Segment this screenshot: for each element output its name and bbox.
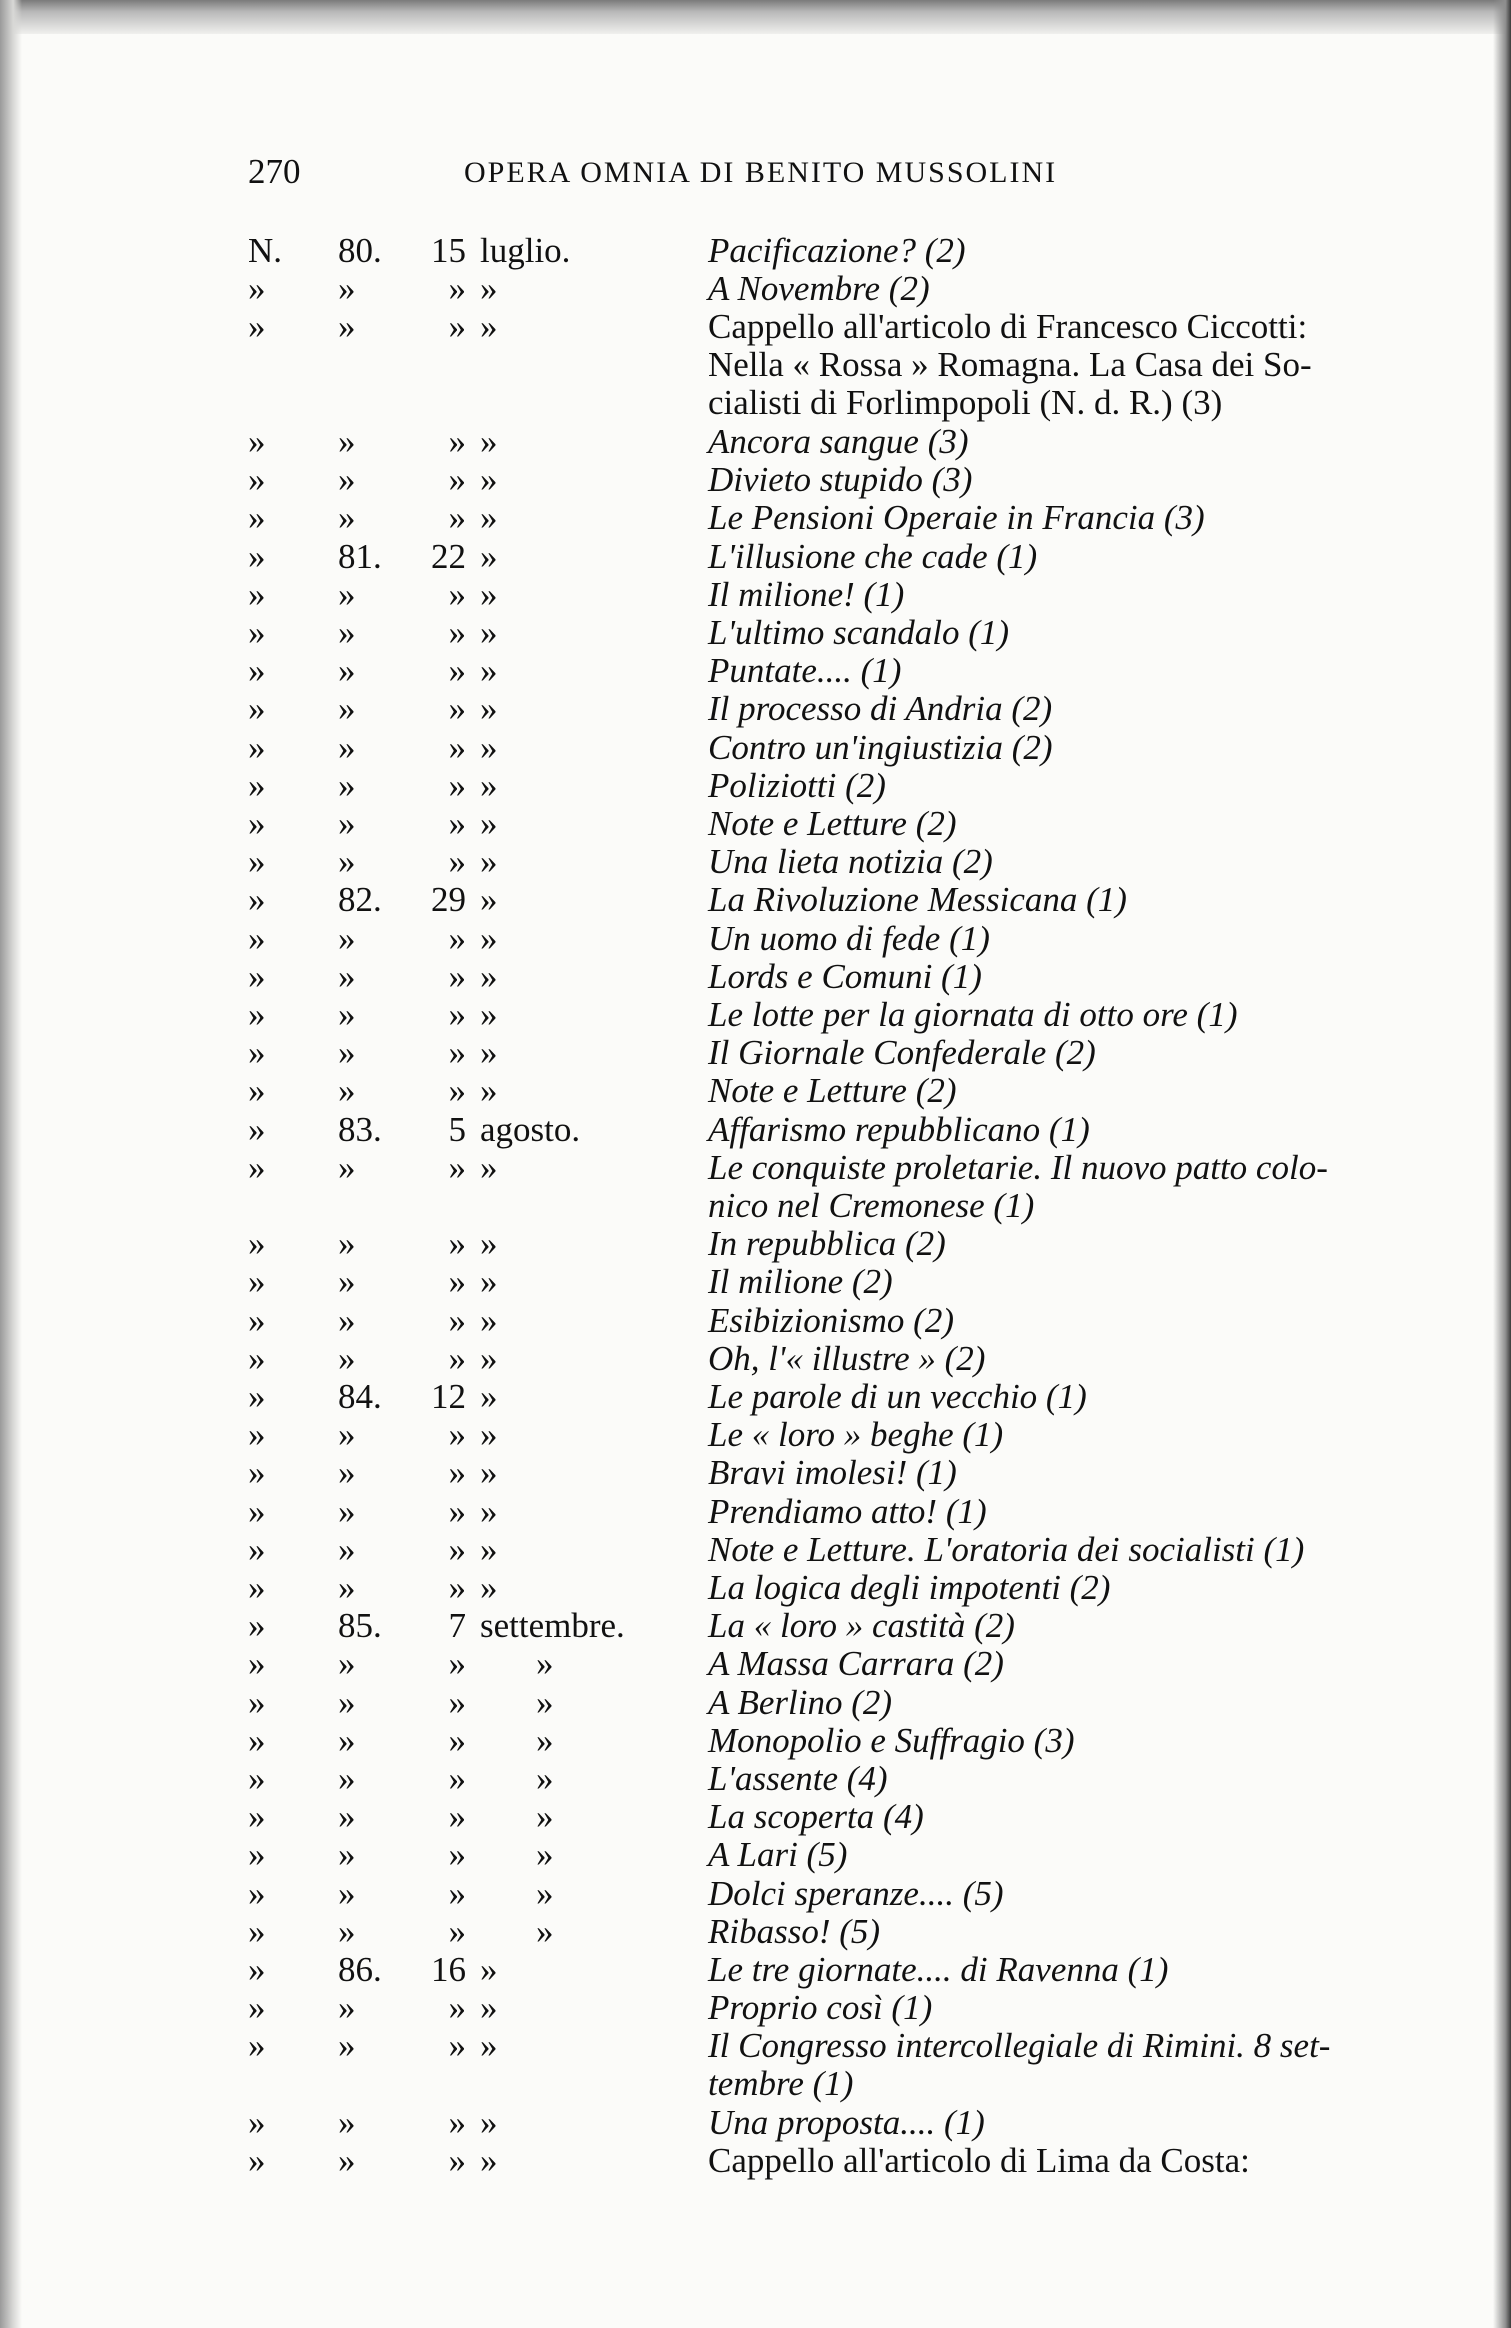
entry-issue-number: » — [338, 1415, 356, 1455]
entry-issue-number: » — [338, 1529, 356, 1569]
entry-title-line: Le conquiste proletarie. Il nuovo patto colo- — [708, 1147, 1328, 1187]
entry-month: » — [480, 574, 498, 614]
entry-title-line: Divieto stupido (3) — [708, 460, 973, 500]
entry-day: » — [448, 574, 466, 614]
entry-month: » — [480, 536, 498, 576]
entry-day: 5 — [448, 1109, 466, 1149]
entry-title — [708, 690, 1408, 728]
entry-title — [708, 1913, 1408, 1951]
entry-day: 22 — [431, 536, 466, 576]
entry-month: » — [480, 727, 498, 767]
entry-issue-number: » — [338, 1300, 356, 1340]
entry-issue-number: » — [338, 1988, 356, 2028]
entry-title — [708, 1302, 1408, 1340]
entry-issue-prefix: » — [248, 1224, 266, 1264]
entry-issue-prefix: » — [248, 1797, 266, 1837]
entry-issue-number: » — [338, 1453, 356, 1493]
entry-issue-number: 82. — [338, 880, 382, 920]
entry-day: » — [448, 498, 466, 538]
entry-month: » — [480, 880, 498, 920]
entry-issue-number: » — [338, 651, 356, 691]
entry-title-line: Ancora sangue (3) — [708, 422, 969, 461]
entry-title-line: Una lieta notizia (2) — [708, 842, 993, 882]
entry-title — [708, 1951, 1408, 1989]
entry-issue-prefix: » — [248, 1491, 266, 1531]
entry-title-line: tembre (1) — [708, 2064, 854, 2104]
entry-title — [708, 461, 1408, 499]
entry-issue-prefix: » — [248, 1873, 266, 1913]
entry-month: » — [480, 2141, 498, 2180]
entry-day: » — [448, 2141, 466, 2180]
entry-issue-number: » — [338, 842, 356, 882]
entry-issue-number: » — [338, 613, 356, 652]
entry-month: agosto. — [480, 1109, 581, 1149]
entry-month: » — [536, 1835, 554, 1875]
entry-issue-prefix: » — [248, 1453, 266, 1493]
running-title: OPERA OMNIA DI BENITO MUSSOLINI — [464, 156, 1058, 189]
entry-title — [708, 1072, 1408, 1110]
entry-title — [708, 1607, 1408, 1645]
entry-day: » — [448, 1415, 466, 1455]
entry-day: » — [448, 1682, 466, 1722]
entry-issue-prefix: » — [248, 2026, 266, 2066]
entry-month: » — [480, 1338, 498, 1378]
entry-title — [708, 1875, 1408, 1913]
entry-issue-number: 83. — [338, 1109, 382, 1149]
entry-title — [708, 1416, 1408, 1454]
entry-title-line: Una proposta.... (1) — [708, 2102, 985, 2142]
entry-title-line: Contro un'ingiustizia (2) — [708, 727, 1053, 767]
entry-title-line: L'assente (4) — [708, 1759, 888, 1798]
entry-issue-prefix: » — [248, 1109, 266, 1149]
entry-issue-number: » — [338, 2026, 356, 2066]
entry-month: » — [480, 422, 498, 461]
entry-day: » — [448, 2102, 466, 2142]
entry-issue-number: 84. — [338, 1377, 382, 1416]
entry-issue-prefix: » — [248, 422, 266, 461]
entry-month: » — [480, 956, 498, 996]
entry-day: » — [448, 1338, 466, 1378]
entry-issue-number: » — [338, 918, 356, 958]
entry-issue-number: » — [338, 1873, 356, 1913]
entry-title-line: Dolci speranze.... (5) — [708, 1873, 1004, 1913]
entry-day: » — [448, 1262, 466, 1302]
entry-title-line: cialisti di Forlimpopoli (N. d. R.) (3) — [708, 383, 1223, 423]
entry-issue-number: » — [338, 1338, 356, 1378]
entry-issue-number: » — [338, 1033, 356, 1073]
entry-issue-number: » — [338, 269, 356, 309]
entry-day: » — [448, 956, 466, 996]
entry-issue-number: » — [338, 498, 356, 538]
entry-title — [708, 1454, 1408, 1492]
entry-month: » — [480, 804, 498, 843]
entry-month: » — [480, 1491, 498, 1531]
entry-month: » — [536, 1759, 554, 1798]
entry-month: » — [480, 1147, 498, 1187]
entry-day: » — [448, 918, 466, 958]
entry-issue-prefix: » — [248, 1568, 266, 1607]
entry-day: » — [448, 804, 466, 843]
entry-issue-number: » — [338, 1147, 356, 1187]
entry-title-line: Il milione! (1) — [708, 574, 905, 614]
entry-issue-number: 86. — [338, 1950, 382, 1989]
entry-month: » — [480, 1300, 498, 1340]
entry-day: » — [448, 1033, 466, 1073]
entry-day: » — [448, 1453, 466, 1493]
entry-issue-prefix: N. — [248, 231, 283, 270]
entry-issue-prefix: » — [248, 1300, 266, 1340]
entry-month: » — [536, 1682, 554, 1722]
entry-title-line: La logica degli impotenti (2) — [708, 1568, 1111, 1607]
entry-issue-number: » — [338, 804, 356, 843]
entry-issue-prefix: » — [248, 1606, 266, 1646]
entry-day: » — [448, 460, 466, 500]
entry-issue-prefix: » — [248, 727, 266, 767]
entry-title-line: La Rivoluzione Messicana (1) — [708, 880, 1127, 920]
entry-issue-number: » — [338, 460, 356, 500]
entry-day: » — [448, 1568, 466, 1607]
entry-day: » — [448, 613, 466, 652]
entry-issue-number: » — [338, 2141, 356, 2180]
entry-title — [708, 1340, 1408, 1378]
entry-title-line: A Lari (5) — [708, 1835, 848, 1875]
entry-title — [708, 1378, 1408, 1416]
entry-month: » — [536, 1873, 554, 1913]
entry-issue-number: 81. — [338, 536, 382, 576]
entry-title-line: A Berlino (2) — [708, 1682, 893, 1722]
entry-issue-number: » — [338, 1491, 356, 1531]
entry-month: » — [480, 651, 498, 691]
entry-day: » — [448, 842, 466, 882]
entry-issue-number: » — [338, 2102, 356, 2142]
entry-month: » — [480, 1453, 498, 1493]
entry-month: » — [480, 460, 498, 500]
entry-issue-prefix: » — [248, 995, 266, 1034]
entry-issue-number: 85. — [338, 1606, 382, 1646]
entry-issue-prefix: » — [248, 1147, 266, 1187]
entry-title — [708, 308, 1408, 422]
entry-title — [708, 576, 1408, 614]
entry-issue-number: » — [338, 307, 356, 347]
entry-issue-prefix: » — [248, 498, 266, 538]
entry-title — [708, 805, 1408, 843]
entry-issue-prefix: » — [248, 1950, 266, 1989]
entry-issue-number: 80. — [338, 231, 382, 270]
entry-day: » — [448, 689, 466, 729]
entry-month: » — [480, 269, 498, 309]
entry-issue-prefix: » — [248, 918, 266, 958]
entry-title — [708, 1111, 1408, 1149]
entry-day: » — [448, 727, 466, 767]
entry-month: » — [480, 1415, 498, 1455]
entry-title-line: Poliziotti (2) — [708, 765, 886, 805]
entry-issue-number: » — [338, 995, 356, 1034]
entry-title-line: Puntate.... (1) — [708, 651, 902, 691]
entry-title — [708, 652, 1408, 690]
entry-issue-number: » — [338, 422, 356, 461]
entry-issue-number: » — [338, 689, 356, 729]
entry-month: » — [480, 1377, 498, 1416]
entry-issue-prefix: » — [248, 460, 266, 500]
entry-issue-prefix: » — [248, 1262, 266, 1302]
entry-month: » — [536, 1911, 554, 1951]
entry-month: luglio. — [480, 231, 571, 270]
entry-issue-prefix: » — [248, 1720, 266, 1760]
entry-title-line: La « loro » castità (2) — [708, 1606, 1015, 1646]
entry-issue-prefix: » — [248, 651, 266, 691]
entry-day: » — [448, 1529, 466, 1569]
entry-issue-number: » — [338, 1568, 356, 1607]
entry-issue-number: » — [338, 1224, 356, 1264]
entry-month: » — [480, 1568, 498, 1607]
entry-issue-prefix: » — [248, 689, 266, 729]
entry-month: » — [480, 613, 498, 652]
entry-day: 16 — [431, 1950, 466, 1989]
entry-month: » — [480, 689, 498, 729]
entry-title-line: Le parole di un vecchio (1) — [708, 1377, 1087, 1416]
entry-title-line: Le tre giornate.... di Ravenna (1) — [708, 1950, 1169, 1989]
entry-title-line: In repubblica (2) — [708, 1224, 946, 1264]
entry-day: » — [448, 1720, 466, 1760]
entry-issue-number: » — [338, 1835, 356, 1875]
entry-month: » — [480, 842, 498, 882]
entry-title — [708, 538, 1408, 576]
entry-title — [708, 1989, 1408, 2027]
entry-issue-prefix: » — [248, 307, 266, 347]
entry-day: 29 — [431, 880, 466, 920]
entry-title — [708, 920, 1408, 958]
entry-day: » — [448, 1911, 466, 1951]
entry-title — [708, 1149, 1408, 1225]
entry-title-line: nico nel Cremonese (1) — [708, 1185, 1035, 1225]
entry-month: » — [480, 1262, 498, 1302]
entry-title-line: Cappello all'articolo di Lima da Costa: — [708, 2141, 1250, 2180]
entry-title — [708, 1569, 1408, 1607]
entry-issue-prefix: » — [248, 1377, 266, 1416]
entry-day: » — [448, 995, 466, 1034]
entry-month: » — [480, 765, 498, 805]
entry-day: » — [448, 1491, 466, 1531]
entry-title-line: Il processo di Andria (2) — [708, 689, 1053, 729]
entry-day: 7 — [448, 1606, 466, 1646]
entry-month: » — [536, 1720, 554, 1760]
entry-title-line: Oh, l'« illustre » (2) — [708, 1338, 986, 1378]
entry-issue-number: » — [338, 1071, 356, 1111]
entry-title — [708, 270, 1408, 308]
entry-title — [708, 1684, 1408, 1722]
entry-day: 15 — [431, 231, 466, 270]
entry-issue-number: » — [338, 1262, 356, 1302]
entry-issue-number: » — [338, 1911, 356, 1951]
entry-month: » — [480, 1529, 498, 1569]
entry-title-line: Cappello all'articolo di Francesco Ciccotti: — [708, 307, 1308, 347]
entry-day: » — [448, 2026, 466, 2066]
entry-title-line: Ribasso! (5) — [708, 1911, 881, 1951]
entry-issue-number: » — [338, 956, 356, 996]
entry-title — [708, 958, 1408, 996]
entry-month: » — [536, 1644, 554, 1684]
entry-day: » — [448, 1988, 466, 2028]
entry-title-line: Nella « Rossa » Romagna. La Casa dei So- — [708, 345, 1312, 385]
entry-title — [708, 843, 1408, 881]
entry-issue-prefix: » — [248, 1033, 266, 1073]
entry-title-line: Monopolio e Suffragio (3) — [708, 1720, 1075, 1760]
entry-issue-number: » — [338, 727, 356, 767]
entry-month: » — [480, 1988, 498, 2028]
entry-title-line: Le « loro » beghe (1) — [708, 1415, 1004, 1455]
entry-title-line: Note e Letture. L'oratoria dei socialisti (1) — [708, 1529, 1305, 1569]
entry-issue-prefix: » — [248, 1682, 266, 1722]
entry-day: » — [448, 1147, 466, 1187]
entry-issue-prefix: » — [248, 1415, 266, 1455]
entry-issue-prefix: » — [248, 842, 266, 882]
entry-title — [708, 1034, 1408, 1072]
entry-day: » — [448, 1835, 466, 1875]
entry-title-line: Note e Letture (2) — [708, 1071, 957, 1111]
entry-title — [708, 1531, 1408, 1569]
entry-title-line: Il Congresso intercollegiale di Rimini. 8 set- — [708, 2026, 1331, 2066]
entry-title-line: Bravi imolesi! (1) — [708, 1453, 957, 1493]
entry-month: » — [480, 307, 498, 347]
entry-issue-prefix: » — [248, 1644, 266, 1684]
entry-day: » — [448, 1071, 466, 1111]
entry-title-line: Pacificazione? (2) — [708, 231, 966, 270]
entry-title-line: Affarismo repubblicano (1) — [708, 1109, 1090, 1149]
entry-title — [708, 2142, 1408, 2180]
entry-month: » — [480, 1071, 498, 1111]
entry-title-line: Le Pensioni Operaie in Francia (3) — [708, 498, 1205, 538]
entry-day: » — [448, 765, 466, 805]
entry-issue-prefix: » — [248, 1338, 266, 1378]
entry-issue-number: » — [338, 1644, 356, 1684]
entry-day: 12 — [431, 1377, 466, 1416]
entry-issue-prefix: » — [248, 1988, 266, 2028]
entry-title-line: A Novembre (2) — [708, 269, 930, 309]
entry-month: » — [480, 1224, 498, 1264]
entry-day: » — [448, 1797, 466, 1837]
entry-issue-number: » — [338, 1682, 356, 1722]
entry-title-line: Esibizionismo (2) — [708, 1300, 954, 1340]
entry-title-line: L'ultimo scandalo (1) — [708, 613, 1010, 652]
entry-title-line: Note e Letture (2) — [708, 804, 957, 843]
entry-title — [708, 2104, 1408, 2142]
entry-issue-prefix: » — [248, 765, 266, 805]
entry-day: » — [448, 422, 466, 461]
entry-issue-number: » — [338, 1797, 356, 1837]
entry-title-line: Prendiamo atto! (1) — [708, 1491, 987, 1531]
page-number: 270 — [248, 152, 301, 191]
entry-title-line: L'illusione che cade (1) — [708, 536, 1038, 576]
entry-title — [708, 729, 1408, 767]
entry-title-line: A Massa Carrara (2) — [708, 1644, 1004, 1684]
entry-title — [708, 767, 1408, 805]
entry-title-line: Un uomo di fede (1) — [708, 918, 990, 958]
entry-issue-prefix: » — [248, 2102, 266, 2142]
entry-issue-prefix: » — [248, 880, 266, 920]
entry-issue-prefix: » — [248, 536, 266, 576]
entry-title-line: La scoperta (4) — [708, 1797, 924, 1837]
entry-title — [708, 2027, 1408, 2103]
entry-title-line: Le lotte per la giornata di otto ore (1) — [708, 995, 1238, 1034]
entry-issue-prefix: » — [248, 269, 266, 309]
entry-issue-prefix: » — [248, 1071, 266, 1111]
entry-day: » — [448, 1759, 466, 1798]
entry-title-line: Il Giornale Confederale (2) — [708, 1033, 1096, 1073]
entry-issue-number: » — [338, 765, 356, 805]
entry-issue-number: » — [338, 1720, 356, 1760]
entry-title — [708, 1798, 1408, 1836]
entry-month: settembre. — [480, 1606, 625, 1646]
entry-day: » — [448, 1300, 466, 1340]
entry-title — [708, 1760, 1408, 1798]
entry-issue-prefix: » — [248, 1759, 266, 1798]
entry-month: » — [480, 995, 498, 1034]
entry-month: » — [480, 918, 498, 958]
entry-title — [708, 1722, 1408, 1760]
entry-month: » — [480, 1950, 498, 1989]
entry-issue-number: » — [338, 1759, 356, 1798]
entry-issue-prefix: » — [248, 1835, 266, 1875]
entry-month: » — [480, 498, 498, 538]
entry-title — [708, 996, 1408, 1034]
entry-day: » — [448, 651, 466, 691]
entry-month: » — [536, 1797, 554, 1837]
entry-day: » — [448, 1644, 466, 1684]
entry-title — [708, 499, 1408, 537]
entry-title-line: Il milione (2) — [708, 1262, 893, 1302]
entry-title — [708, 1836, 1408, 1874]
entry-issue-prefix: » — [248, 1911, 266, 1951]
entry-title — [708, 881, 1408, 919]
entry-day: » — [448, 1873, 466, 1913]
entry-day: » — [448, 307, 466, 347]
entry-issue-prefix: » — [248, 2141, 266, 2180]
entry-issue-number: » — [338, 574, 356, 614]
entry-issue-prefix: » — [248, 804, 266, 843]
entry-issue-prefix: » — [248, 613, 266, 652]
entry-title-line: Proprio così (1) — [708, 1988, 933, 2028]
entry-title — [708, 1263, 1408, 1301]
entry-issue-prefix: » — [248, 1529, 266, 1569]
entry-title-line: Lords e Comuni (1) — [708, 956, 982, 996]
entry-issue-prefix: » — [248, 956, 266, 996]
entry-title — [708, 1225, 1408, 1263]
entry-day: » — [448, 1224, 466, 1264]
entry-day: » — [448, 269, 466, 309]
entry-title — [708, 232, 1408, 270]
entry-issue-prefix: » — [248, 574, 266, 614]
entry-month: » — [480, 2026, 498, 2066]
entry-title — [708, 614, 1408, 652]
entry-title — [708, 423, 1408, 461]
entry-month: » — [480, 1033, 498, 1073]
entry-month: » — [480, 2102, 498, 2142]
entry-title — [708, 1645, 1408, 1683]
entry-title — [708, 1493, 1408, 1531]
